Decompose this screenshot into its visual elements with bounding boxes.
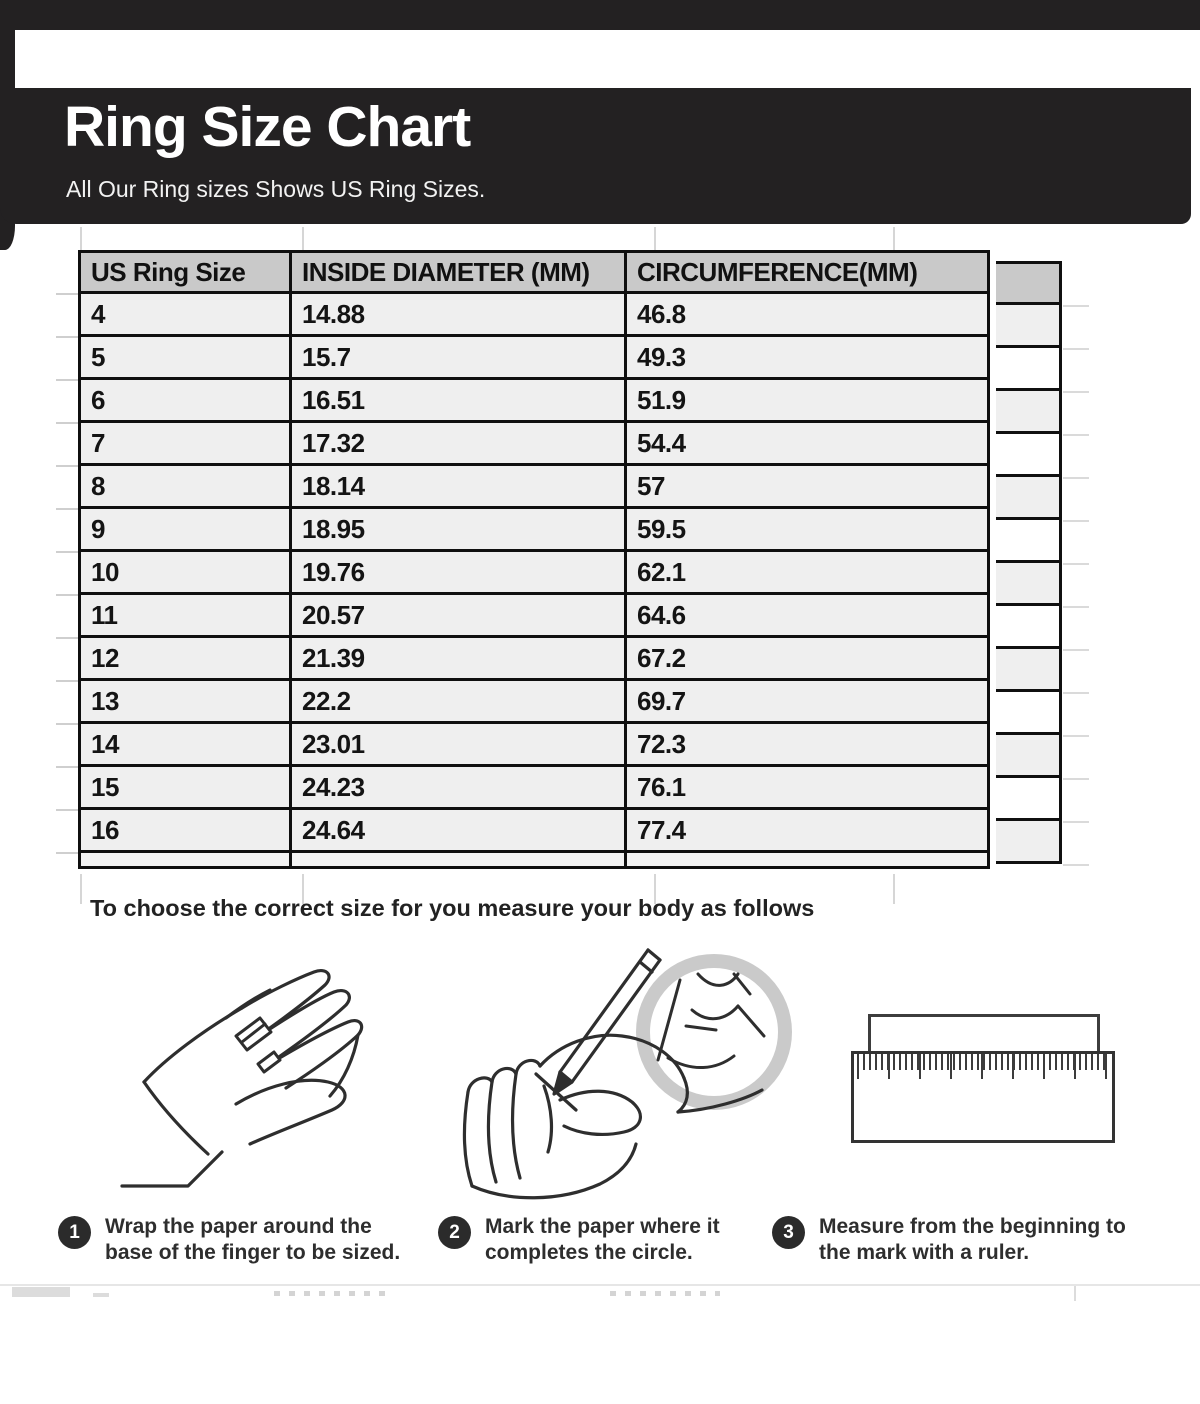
gridline	[893, 874, 895, 904]
top-black-bar	[0, 0, 1200, 30]
table-row	[80, 508, 989, 551]
circumference-cell: 62.1	[626, 551, 989, 594]
circumference-cell: 64.6	[626, 594, 989, 637]
gridline	[302, 227, 304, 251]
step-1-line-2: base of the finger to be sized.	[105, 1240, 401, 1264]
table-row	[80, 723, 989, 766]
step-2-badge: 2	[438, 1216, 471, 1249]
circumference-cell: 57	[626, 465, 989, 508]
col-header-ring-size: US Ring Size	[80, 252, 291, 293]
hand-with-paper-strip-icon	[108, 952, 438, 1202]
table-row	[80, 293, 989, 336]
table-row	[80, 680, 989, 723]
ring-size-cell: 8	[80, 465, 291, 508]
circumference-cell: 69.7	[626, 680, 989, 723]
gridline	[654, 227, 656, 251]
step-1-badge: 1	[58, 1216, 91, 1249]
circumference-cell: 59.5	[626, 508, 989, 551]
ring-size-cell: 6	[80, 379, 291, 422]
artifact-smudge	[93, 1293, 109, 1297]
table-row	[80, 336, 989, 379]
step-2	[438, 1214, 720, 1265]
diameter-cell: 24.23	[291, 766, 626, 809]
table-row	[80, 379, 989, 422]
table-row	[80, 594, 989, 637]
empty-cell	[291, 852, 626, 868]
col-header-inside-diameter: INSIDE DIAMETER (MM)	[291, 252, 626, 293]
ruler-major-ticks	[857, 1054, 1109, 1079]
circumference-cell: 72.3	[626, 723, 989, 766]
diameter-cell: 22.2	[291, 680, 626, 723]
row-gridline-ticks	[56, 293, 78, 868]
table-row	[80, 465, 989, 508]
diameter-cell: 21.39	[291, 637, 626, 680]
ring-size-cell: 15	[80, 766, 291, 809]
step-2-line-1: Mark the paper where it	[485, 1215, 720, 1238]
circumference-cell: 67.2	[626, 637, 989, 680]
diameter-cell: 19.76	[291, 551, 626, 594]
circumference-cell: 49.3	[626, 336, 989, 379]
diameter-cell: 15.7	[291, 336, 626, 379]
ring-size-cell: 14	[80, 723, 291, 766]
step-2-line-2: completes the circle.	[485, 1240, 693, 1264]
diameter-cell: 18.95	[291, 508, 626, 551]
instructions-heading: To choose the correct size for you measure your body as follows	[90, 895, 815, 921]
ring-size-cell: 7	[80, 422, 291, 465]
ring-size-cell: 11	[80, 594, 291, 637]
page-subtitle: All Our Ring sizes Shows US Ring Sizes.	[66, 176, 486, 202]
table-header-row	[80, 252, 989, 293]
circumference-cell: 54.4	[626, 422, 989, 465]
ruler-icon	[851, 1051, 1115, 1143]
step-2-text	[485, 1214, 720, 1265]
diameter-cell: 18.14	[291, 465, 626, 508]
gridline	[80, 874, 82, 904]
circumference-cell: 77.4	[626, 809, 989, 852]
diameter-cell: 20.57	[291, 594, 626, 637]
gridline	[80, 227, 82, 251]
step-1-text	[105, 1214, 400, 1265]
ring-size-cell: 9	[80, 508, 291, 551]
row-gridline-stubs	[1063, 305, 1089, 871]
table-row	[80, 809, 989, 852]
step-3-line-2: the mark with a ruler.	[819, 1240, 1030, 1264]
gridline	[893, 227, 895, 251]
diameter-cell: 17.32	[291, 422, 626, 465]
page-title: Ring Size Chart	[64, 95, 471, 159]
step-3-text	[819, 1214, 1126, 1265]
ring-size-cell: 5	[80, 336, 291, 379]
background-grid-column	[996, 261, 1062, 864]
table-row	[80, 766, 989, 809]
step-3	[772, 1214, 1126, 1265]
faint-divider	[0, 1284, 1200, 1286]
table-row	[80, 422, 989, 465]
artifact-smudge	[1074, 1286, 1076, 1301]
hand-marking-pencil-icon	[448, 938, 808, 1218]
circumference-cell: 51.9	[626, 379, 989, 422]
ring-size-cell: 13	[80, 680, 291, 723]
ring-size-cell: 10	[80, 551, 291, 594]
table-row	[80, 637, 989, 680]
diameter-cell: 14.88	[291, 293, 626, 336]
circumference-cell: 46.8	[626, 293, 989, 336]
step-3-badge: 3	[772, 1216, 805, 1249]
diameter-cell: 16.51	[291, 379, 626, 422]
circumference-cell: 76.1	[626, 766, 989, 809]
step-1	[58, 1214, 400, 1265]
ring-size-cell: 16	[80, 809, 291, 852]
ring-size-cell: 4	[80, 293, 291, 336]
artifact-smudge	[610, 1291, 720, 1296]
ring-size-table	[78, 250, 990, 869]
table-empty-row	[80, 852, 989, 868]
step-1-line-1: Wrap the paper around the	[105, 1215, 372, 1238]
table-row	[80, 551, 989, 594]
diameter-cell: 23.01	[291, 723, 626, 766]
artifact-smudge	[12, 1287, 70, 1297]
col-header-circumference: CIRCUMFERENCE(MM)	[626, 252, 989, 293]
empty-cell	[80, 852, 291, 868]
diameter-cell: 24.64	[291, 809, 626, 852]
ring-size-cell: 12	[80, 637, 291, 680]
step-3-line-1: Measure from the beginning to	[819, 1215, 1126, 1238]
empty-cell	[626, 852, 989, 868]
artifact-smudge	[274, 1291, 392, 1296]
